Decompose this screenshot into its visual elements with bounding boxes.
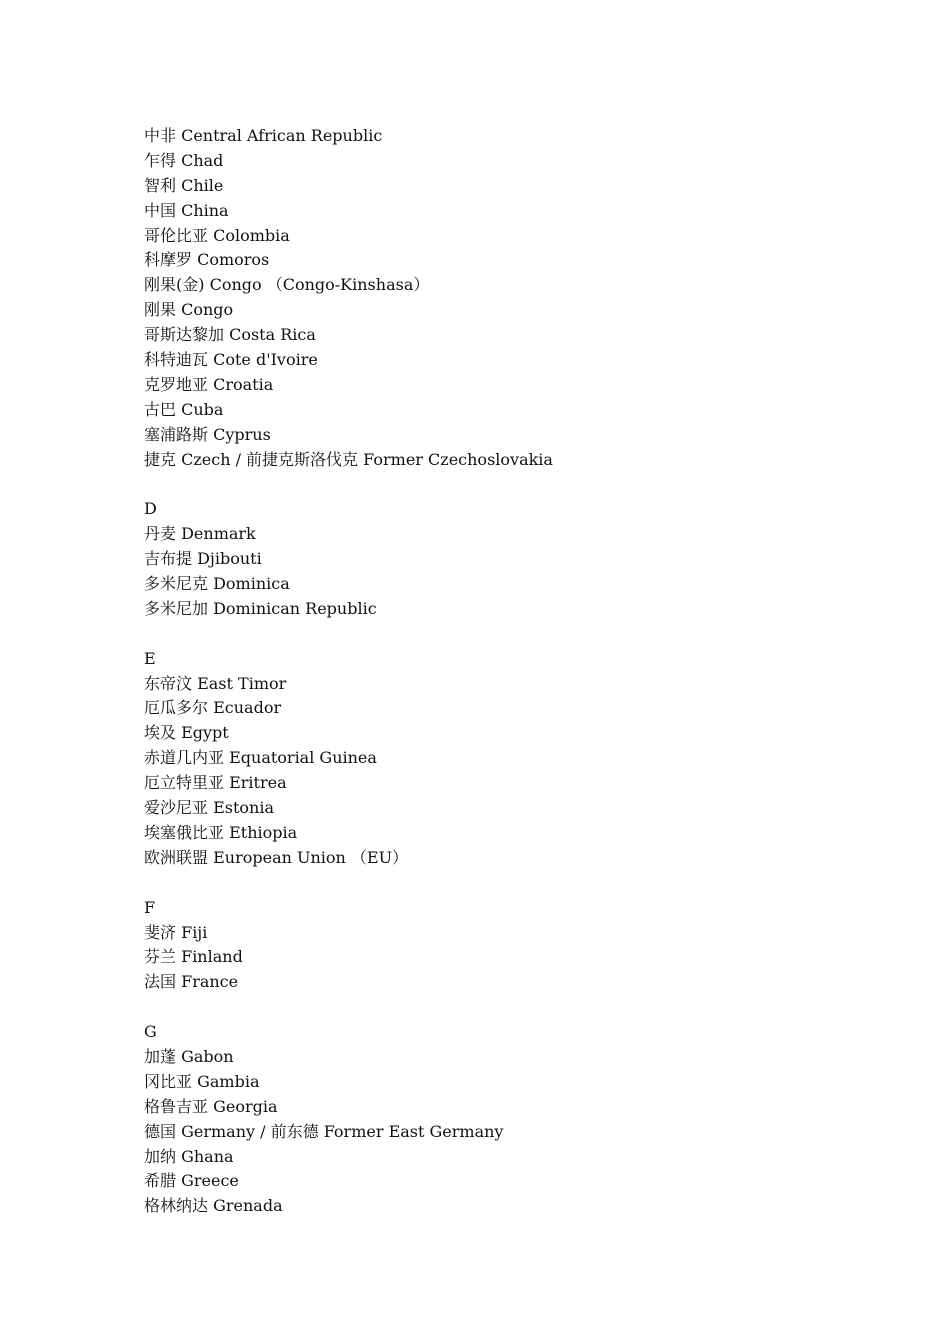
country-entry: 欧洲联盟 European Union （EU）: [144, 847, 409, 867]
section-spacer: [144, 871, 844, 896]
country-entry: 法国 France: [144, 972, 239, 992]
country-list: [144, 124, 844, 1219]
country-entry: 科摩罗 Comoros: [144, 250, 270, 270]
country-entry: 埃塞俄比亚 Ethiopia: [144, 822, 298, 842]
country-entry: 克罗地亚 Croatia: [144, 374, 274, 394]
country-entry: 捷克 Czech / 前捷克斯洛伐克 Former Czechoslovakia: [144, 449, 553, 469]
country-entry: 加蓬 Gabon: [144, 1046, 234, 1066]
country-entry: 中国 China: [144, 200, 229, 220]
country-entry: 刚果(金) Congo （Congo-Kinshasa）: [144, 275, 430, 295]
country-entry: 多米尼加 Dominican Republic: [144, 598, 377, 618]
section-letter-heading: G: [144, 1022, 157, 1042]
country-entry: 厄立特里亚 Eritrea: [144, 773, 287, 793]
country-entry: 芬兰 Finland: [144, 947, 243, 967]
section-letter-heading: D: [144, 499, 157, 519]
country-entry: 智利 Chile: [144, 175, 224, 195]
country-entry: 加纳 Ghana: [144, 1146, 234, 1166]
country-entry: 哥伦比亚 Colombia: [144, 225, 290, 245]
country-entry: 斐济 Fiji: [144, 922, 208, 942]
country-entry: 格林纳达 Grenada: [144, 1196, 283, 1216]
country-entry: 希腊 Greece: [144, 1171, 239, 1191]
country-entry: 东帝汶 East Timor: [144, 673, 287, 693]
country-entry: 乍得 Chad: [144, 150, 224, 170]
country-entry: 吉布提 Djibouti: [144, 549, 262, 569]
country-entry: 哥斯达黎加 Costa Rica: [144, 325, 316, 345]
country-entry: 冈比亚 Gambia: [144, 1071, 260, 1091]
country-entry: 爱沙尼亚 Estonia: [144, 798, 275, 818]
country-entry: 科特迪瓦 Cote d'Ivoire: [144, 350, 318, 370]
country-entry: 格鲁吉亚 Georgia: [144, 1096, 278, 1116]
country-entry: 厄瓜多尔 Ecuador: [144, 698, 282, 718]
country-entry: 多米尼克 Dominica: [144, 574, 290, 594]
section-spacer: [144, 622, 844, 647]
section-spacer: [144, 995, 844, 1020]
section-spacer: [144, 472, 844, 497]
section-letter-heading: E: [144, 648, 156, 668]
country-entry: 赤道几内亚 Equatorial Guinea: [144, 748, 377, 768]
country-entry: 埃及 Egypt: [144, 723, 229, 743]
country-entry: 塞浦路斯 Cyprus: [144, 424, 271, 444]
section-letter-heading: F: [144, 897, 156, 917]
country-entry: 丹麦 Denmark: [144, 524, 256, 544]
country-entry: 古巴 Cuba: [144, 399, 224, 419]
country-entry: 德国 Germany / 前东德 Former East Germany: [144, 1121, 504, 1141]
country-entry: 中非 Central African Republic: [144, 126, 383, 145]
country-entry: 刚果 Congo: [144, 300, 234, 320]
